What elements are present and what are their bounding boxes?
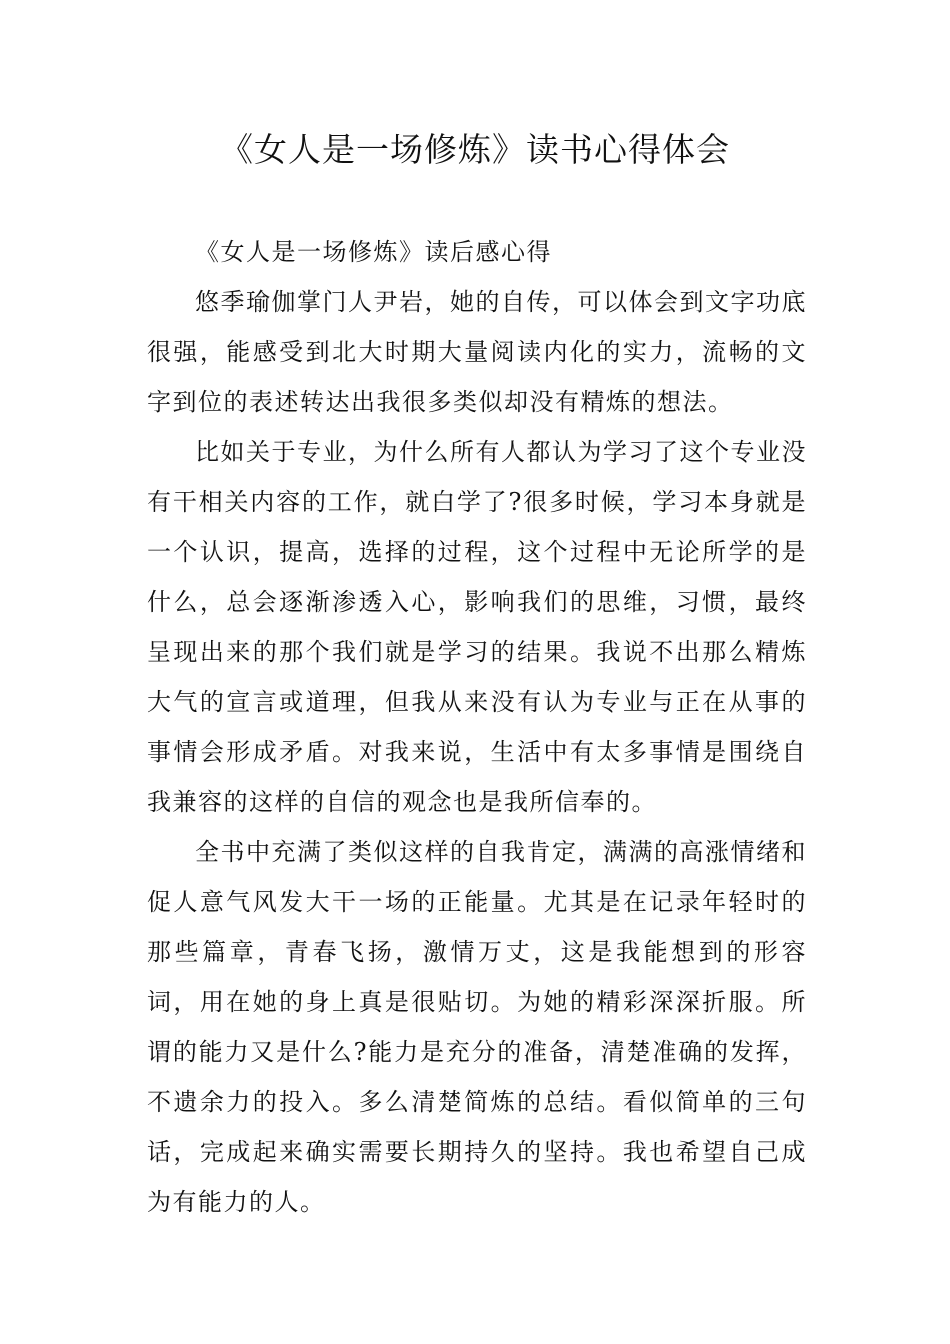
paragraph-ability: 全书中充满了类似这样的自我肯定，满满的高涨情绪和促人意气风发大干一场的正能量。尤其是在记录年轻时的那些篇章，青春飞扬，激情万丈，这是我能想到的形容词，用在她的身上真是很贴切。为她的精彩深深折服。所谓的能力又是什么?能力是充分的准备，清楚准确的发挥，不遗余力的投入。多么清楚简炼的总结。看似简单的三句话，完成起来确实需要长期持久的坚持。我也希望自己成为有能力的人。 [147, 838, 807, 1216]
paragraph-intro: 悠季瑜伽掌门人尹岩，她的自传，可以体会到文字功底很强，能感受到北大时期大量阅读内化的实力，流畅的文字到位的表述转达出我很多类似却没有精炼的想法。 [147, 288, 807, 416]
paragraph-subtitle: 《女人是一场修炼》读后感心得 [195, 238, 552, 266]
document-title: 《女人是一场修炼》读书心得体会 [220, 130, 730, 169]
paragraph-profession: 比如关于专业，为什么所有人都认为学习了这个专业没有干相关内容的工作，就白学了?很多时候，学习本身就是一个认识，提高，选择的过程，这个过程中无论所学的是什么，总会逐渐渗透入心，影响我们的思维，习惯，最终呈现出来的那个我们就是学习的结果。我说不出那么精炼大气的宣言或道理，但我从来没有认为专业与正在从事的事情会形成矛盾。对我来说，生活中有太多事情是围绕自我兼容的这样的自信的观念也是我所信奉的。 [147, 438, 807, 816]
document-body [147, 227, 807, 1227]
